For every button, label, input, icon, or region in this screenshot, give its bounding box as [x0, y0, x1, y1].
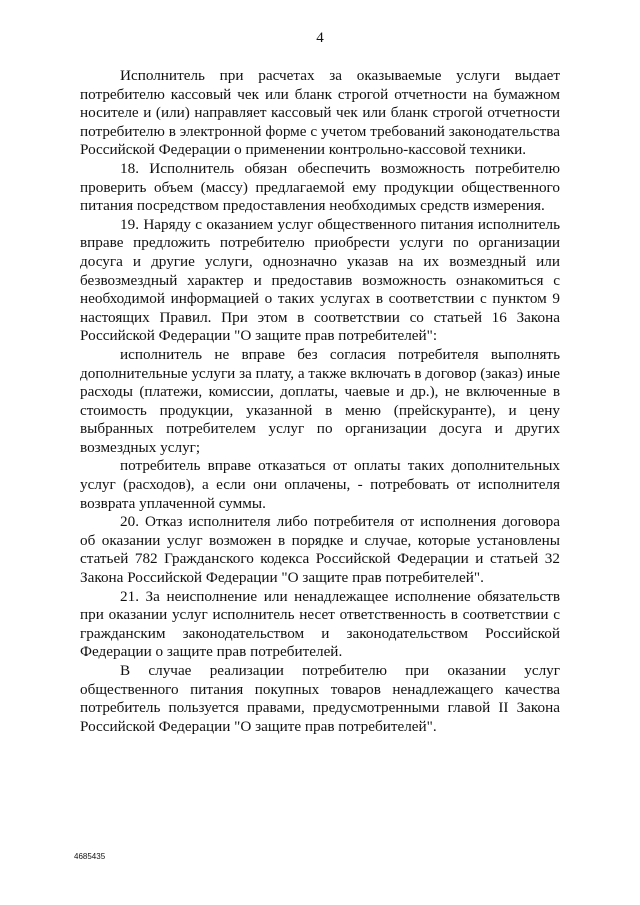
paragraph-21: 21. За неисполнение или ненадлежащее исполнение обязательств при оказании услуг исполнитель несет ответственность в соответствии с гражданским законодательством и законодательством Российской Федерации о защите прав потребителей.: [80, 587, 560, 661]
paragraph-18: 18. Исполнитель обязан обеспечить возможность потребителю проверить объем (массу) предлагаемой ему продукции общественного питания посредством предоставления необходимых средств измерения.: [80, 159, 560, 215]
paragraph-19-consumer-rule: потребитель вправе отказаться от оплаты таких дополнительных услуг (расходов), а если они оплачены, - потребовать от исполнителя возврата уплаченной суммы.: [80, 457, 560, 512]
page-number: 4: [316, 30, 324, 46]
document-body: [80, 67, 560, 736]
paragraph-21-goods-quality: В случае реализации потребителю при оказании услуг общественного питания покупных товаров ненадлежащего качества потребитель пользуется правами, предусмотренными главой II Закона Российской Федерации "О защите прав потребителей".: [80, 662, 560, 735]
paragraph-20: 20. Отказ исполнителя либо потребителя от исполнения договора об оказании услуг возможен в порядке и случае, которые установлены статьей 782 Гражданского кодекса Российской Федерации и статьей 32 Закона Российской Федерации "О защите прав потребителей".: [80, 513, 560, 587]
paragraph-19-executor-rule: исполнитель не вправе без согласия потребителя выполнять дополнительные услуги за плату, а также включать в договор (заказ) иные расходы (платежи, комиссии, доплаты, чаевые и др.), не включенные в стоимость продукции, указанной в меню (прейскуранте), и цену выбранных потребителем услуг по организации досуга и других возмездных услуг;: [80, 345, 560, 456]
paragraph-19: 19. Наряду с оказанием услуг общественного питания исполнитель вправе предложить потребителю приобрести услуги по организации досуга и другие услуги, однозначно указав на их возмездный или безвозмездный характер и предоставив возможность ознакомиться с необходимой информацией о таких услугах в соответствии с пунктом 9 настоящих Правил. При этом в соответствии со статьей 16 Закона Российской Федерации "О защите прав потребителей":: [80, 215, 560, 345]
document-code: 4685435: [74, 852, 106, 861]
paragraph-receipt: Исполнитель при расчетах за оказываемые услуги выдает потребителю кассовый чек или бланк строгой отчетности на бумажном носителе и (или) направляет кассовый чек или бланк строгой отчетности потребителю в электронной форме с учетом требований законодательства Российской Федерации о применении контрольно-кассовой техники.: [80, 67, 560, 159]
